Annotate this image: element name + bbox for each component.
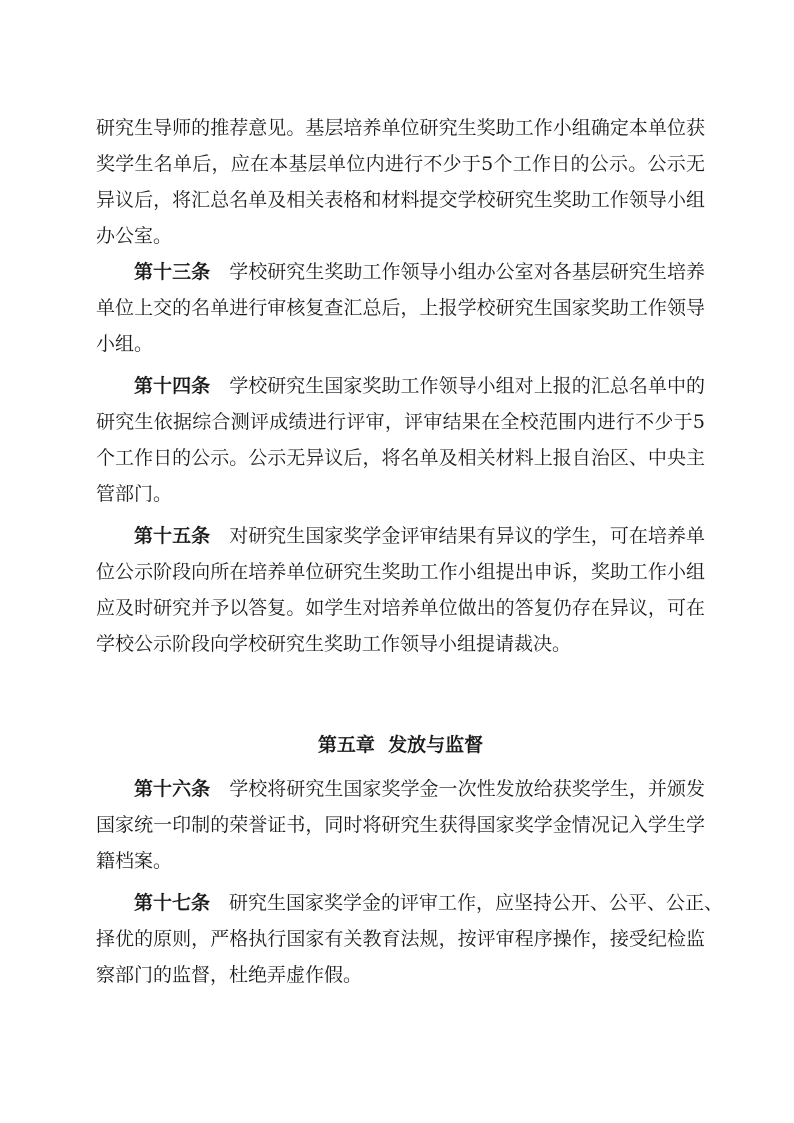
chapter-heading: 第五章 发放与监督 — [317, 734, 484, 756]
article-label: 第十三条 — [134, 261, 211, 283]
text-line — [96, 254, 705, 290]
text-line: 籍档案。 — [96, 850, 173, 872]
paragraph-continued — [96, 110, 705, 254]
text-line: 研究生导师的推荐意见。基层培养单位研究生奖助工作小组确定本单位获 — [96, 117, 705, 139]
text-line — [96, 368, 705, 404]
article-label: 第十六条 — [134, 778, 211, 800]
text-line: 应及时研究并予以答复。如学生对培养单位做出的答复仍存在异议，可在 — [96, 597, 705, 619]
text-line: 异议后，将汇总名单及相关表格和材料提交学校研究生奖助工作领导小组 — [96, 189, 705, 211]
article-label: 第十四条 — [134, 375, 211, 397]
text-line — [96, 518, 705, 554]
article-13 — [96, 254, 705, 362]
text-line — [96, 885, 724, 921]
text-line: 择优的原则，严格执行国家有关教育法规，按评审程序操作，接受纪检监 — [96, 928, 705, 950]
article-text: 学校将研究生国家奖学金一次性发放给获奖学生，并颁发 — [229, 778, 705, 800]
article-text: 学校研究生国家奖助工作领导小组对上报的汇总名单中的 — [229, 375, 705, 397]
article-14 — [96, 368, 705, 512]
document-page — [96, 110, 724, 993]
article-text: 对研究生国家奖学金评审结果有异议的学生，可在培养单 — [229, 525, 705, 547]
article-16 — [96, 771, 705, 879]
article-label: 第十七条 — [134, 892, 211, 914]
text-line: 小组。 — [96, 333, 154, 355]
text-line: 位公示阶段向所在培养单位研究生奖助工作小组提出申诉，奖助工作小组 — [96, 561, 705, 583]
text-line: 国家统一印制的荣誉证书，同时将研究生获得国家奖学金情况记入学生学 — [96, 814, 705, 836]
text-line: 察部门的监督，杜绝弄虚作假。 — [96, 964, 363, 986]
text-line: 奖学生名单后，应在本基层单位内进行不少于5个工作日的公示。公示无 — [96, 153, 705, 175]
text-line: 办公室。 — [96, 225, 173, 247]
text-line: 研究生依据综合测评成绩进行评审，评审结果在全校范围内进行不少于5 — [96, 411, 705, 433]
text-line: 学校公示阶段向学校研究生奖助工作领导小组提请裁决。 — [96, 633, 572, 655]
article-15 — [96, 518, 705, 662]
article-text: 研究生国家奖学金的评审工作，应坚持公开、公平、公正、 — [229, 892, 724, 914]
text-line: 单位上交的名单进行审核复查汇总后，上报学校研究生国家奖助工作领导 — [96, 297, 705, 319]
article-label: 第十五条 — [134, 525, 211, 547]
article-17 — [96, 885, 724, 993]
text-line — [96, 771, 705, 807]
article-text: 学校研究生奖助工作领导小组办公室对各基层研究生培养 — [229, 261, 705, 283]
text-line: 个工作日的公示。公示无异议后，将名单及相关材料上报自治区、中央主 — [96, 447, 705, 469]
text-line: 管部门。 — [96, 483, 173, 505]
